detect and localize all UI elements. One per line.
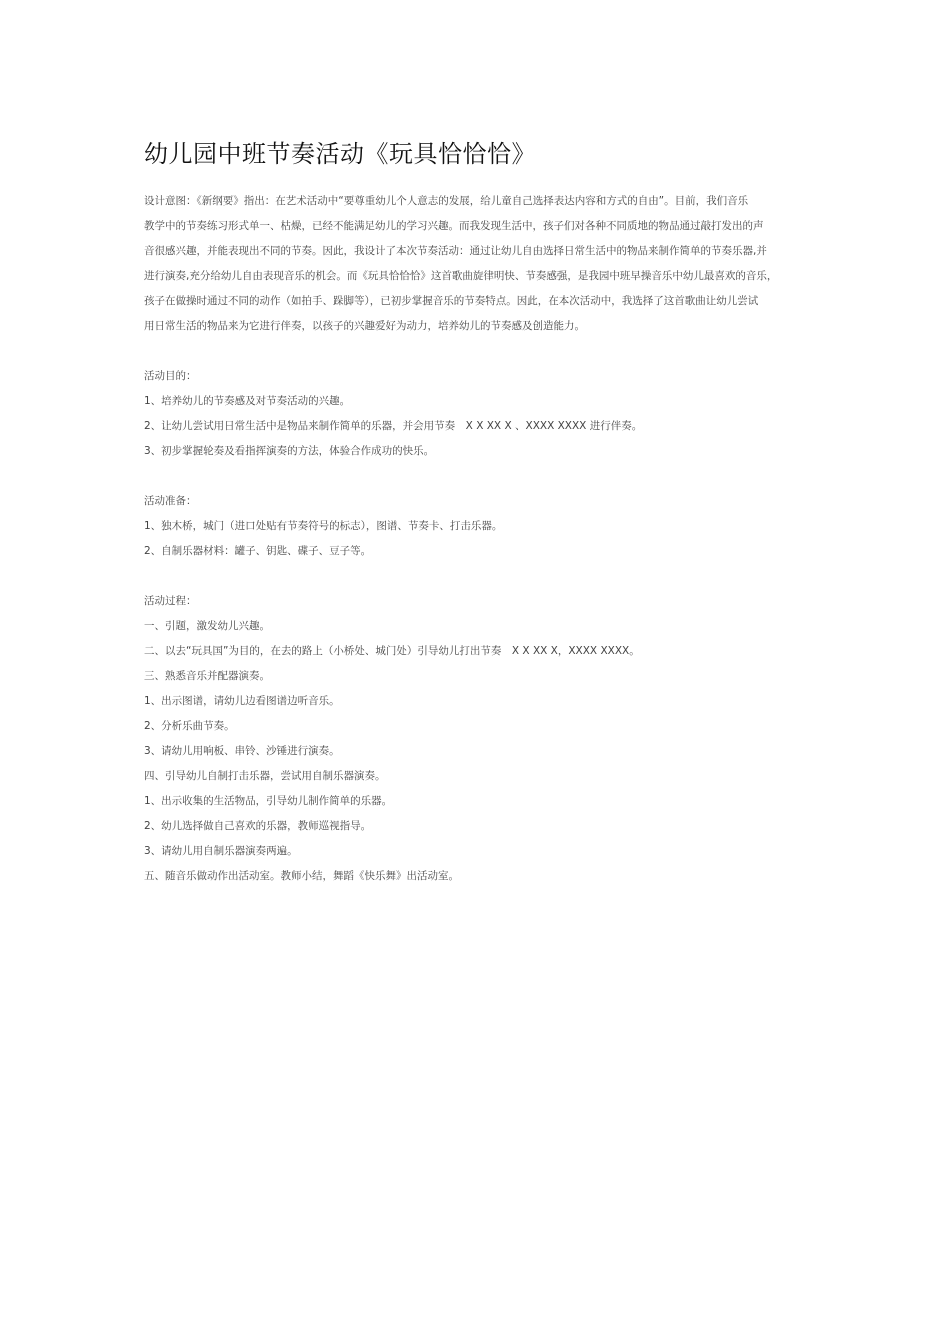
design-intent-paragraph: [144, 189, 810, 339]
list-item: 1、出示收集的生活物品，引导幼儿制作简单的乐器。: [144, 795, 393, 807]
process-section: [144, 589, 810, 889]
list-item: 2、让幼儿尝试用日常生活中是物品来制作简单的乐器，并会用节奏 X X XX X 、XXXX XXXX 进行伴奏。: [144, 420, 643, 432]
list-item: 1、出示图谱，请幼儿边看图谱边听音乐。: [144, 695, 340, 707]
document-body: [144, 189, 810, 889]
intro-line: 用日常生活的物品来为它进行伴奏，以孩子的兴趣爱好为动力，培养幼儿的节奏感及创造能力。: [144, 320, 585, 332]
list-item: 2、自制乐器材料：罐子、钥匙、碟子、豆子等。: [144, 545, 372, 557]
list-item: 3、请幼儿用响板、串铃、沙锤进行演奏。: [144, 745, 340, 757]
list-item: 1、独木桥，城门（进口处贴有节奏符号的标志），图谱、节奏卡、打击乐器。: [144, 520, 503, 532]
spacer: [144, 464, 810, 489]
intro-line: 音很感兴趣，并能表现出不同的节奏。因此，我设计了本次节奏活动：通过让幼儿自由选择日常生活中的物品来制作简单的节奏乐器,并: [144, 245, 767, 257]
intro-line: 设计意图：《新纲要》指出：在艺术活动中“要尊重幼儿个人意志的发展，给儿童自己选择表达内容和方式的自由”。目前，我们音乐: [144, 195, 749, 207]
intro-line: 进行演奏,充分给幼儿自由表现音乐的机会。而《玩具恰恰恰》这首歌曲旋律明快、节奏感强，是我园中班早操音乐中幼儿最喜欢的音乐，: [144, 270, 778, 282]
preparation-section: [144, 489, 810, 564]
intro-line: 教学中的节奏练习形式单一、枯燥，已经不能满足幼儿的学习兴趣。而我发现生活中，孩子们对各种不同质地的物品通过敲打发出的声: [144, 220, 764, 232]
list-item: 三、熟悉音乐并配器演奏。: [144, 670, 270, 682]
list-item: 2、分析乐曲节奏。: [144, 720, 235, 732]
document-title: 幼儿园中班节奏活动《玩具恰恰恰》: [144, 140, 536, 168]
section-heading: 活动准备：: [144, 495, 197, 507]
goals-section: [144, 364, 810, 464]
intro-line: 孩子在做操时通过不同的动作（如拍手、跺脚等），已初步掌握音乐的节奏特点。因此，在本次活动中，我选择了这首歌曲让幼儿尝试: [144, 295, 759, 307]
list-item: 一、引题，激发幼儿兴趣。: [144, 620, 270, 632]
section-heading: 活动过程：: [144, 595, 197, 607]
list-item: 3、初步掌握轮奏及看指挥演奏的方法，体验合作成功的快乐。: [144, 445, 435, 457]
list-item: 四、引导幼儿自制打击乐器，尝试用自制乐器演奏。: [144, 770, 386, 782]
list-item: 2、幼儿选择做自己喜欢的乐器，教师巡视指导。: [144, 820, 372, 832]
list-item: 3、请幼儿用自制乐器演奏两遍。: [144, 845, 298, 857]
list-item: 五、随音乐做动作出活动室。教师小结，舞蹈《快乐舞》出活动室。: [144, 870, 459, 882]
section-heading: 活动目的：: [144, 370, 197, 382]
list-item: 二、以去“玩具国”为目的，在去的路上（小桥处、城门处）引导幼儿打出节奏 X X XX X，XXXX XXXX。: [144, 645, 640, 657]
spacer: [144, 339, 810, 364]
spacer: [144, 564, 810, 589]
list-item: 1、培养幼儿的节奏感及对节奏活动的兴趣。: [144, 395, 351, 407]
